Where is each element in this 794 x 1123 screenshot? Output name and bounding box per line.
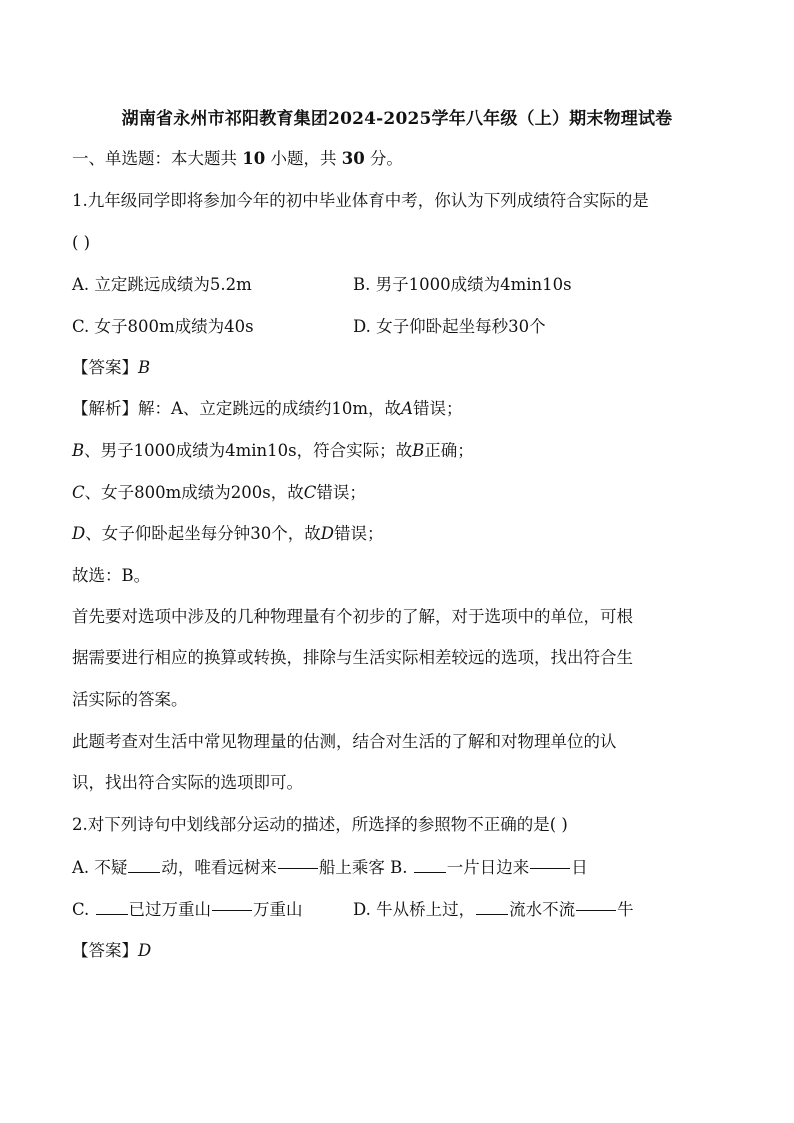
underline-blank xyxy=(128,856,160,873)
underline-blank xyxy=(414,856,446,873)
dash xyxy=(576,910,616,911)
page-title: 湖南省永州市祁阳教育集团2024-2025学年八年级（上）期末物理试卷 xyxy=(121,109,673,129)
section-heading: 一、单选题：本大题共 10 小题，共 30 分。 xyxy=(72,149,403,168)
underline-blank xyxy=(96,898,128,915)
question-2-answer: 【答案】D xyxy=(72,941,152,960)
question-1-answer: 【答案】B xyxy=(72,358,151,377)
dash xyxy=(530,868,570,869)
question-2-stem: 2.对下列诗句中划线部分运动的描述，所选择的参照物不正确的是( ) xyxy=(72,815,568,834)
question-1-option-a: A. 立定跳远成绩为5.2m xyxy=(72,275,252,294)
underline-blank xyxy=(476,898,508,915)
question-1-option-b: B. 男子1000成绩为4min10s xyxy=(353,275,572,294)
question-2-option-c: C. 已过万重山 万重山 xyxy=(72,900,303,919)
question-1-para1-line1: 首先要对选项中涉及的几种物理量有个初步的了解，对于选项中的单位，可根 xyxy=(72,607,633,626)
question-1-stem-line1: 1.九年级同学即将参加今年的初中毕业体育中考，你认为下列成绩符合实际的是 xyxy=(72,191,649,210)
question-1-para2-line2: 识，找出符合实际的选项即可。 xyxy=(72,773,303,792)
question-1-option-d: D. 女子仰卧起坐每秒30个 xyxy=(353,317,546,336)
question-1-option-c: C. 女子800m成绩为40s xyxy=(72,317,254,336)
question-1-para1-line2: 据需要进行相应的换算或转换，排除与生活实际相差较远的选项，找出符合生 xyxy=(72,648,633,667)
question-1-analysis-line2: B、男子1000成绩为4min10s，符合实际；故B正确； xyxy=(72,441,474,460)
question-1-analysis-line4: D、女子仰卧起坐每分钟30个，故D错误； xyxy=(72,524,384,543)
question-1-stem-line2: ( ) xyxy=(72,233,91,252)
question-1-para2-line1: 此题考查对生活中常见物理量的估测，结合对生活的了解和对物理单位的认 xyxy=(72,732,617,751)
dash xyxy=(212,910,252,911)
question-1-analysis-line3: C、女子800m成绩为200s，故C错误； xyxy=(72,483,366,502)
dash xyxy=(278,868,318,869)
question-1-analysis-line1: 【解析】解：A、立定跳远的成绩约10m，故A错误； xyxy=(72,399,463,418)
question-2-options-ab: A. 不疑 动，唯看远树来 船上乘客 B. 一片日边来 日 xyxy=(72,858,588,877)
question-1-choose: 故选：B。 xyxy=(72,566,151,585)
question-1-para1-line3: 活实际的答案。 xyxy=(72,690,188,709)
question-2-option-d: D. 牛从桥上过， 流水不流 牛 xyxy=(353,900,634,919)
